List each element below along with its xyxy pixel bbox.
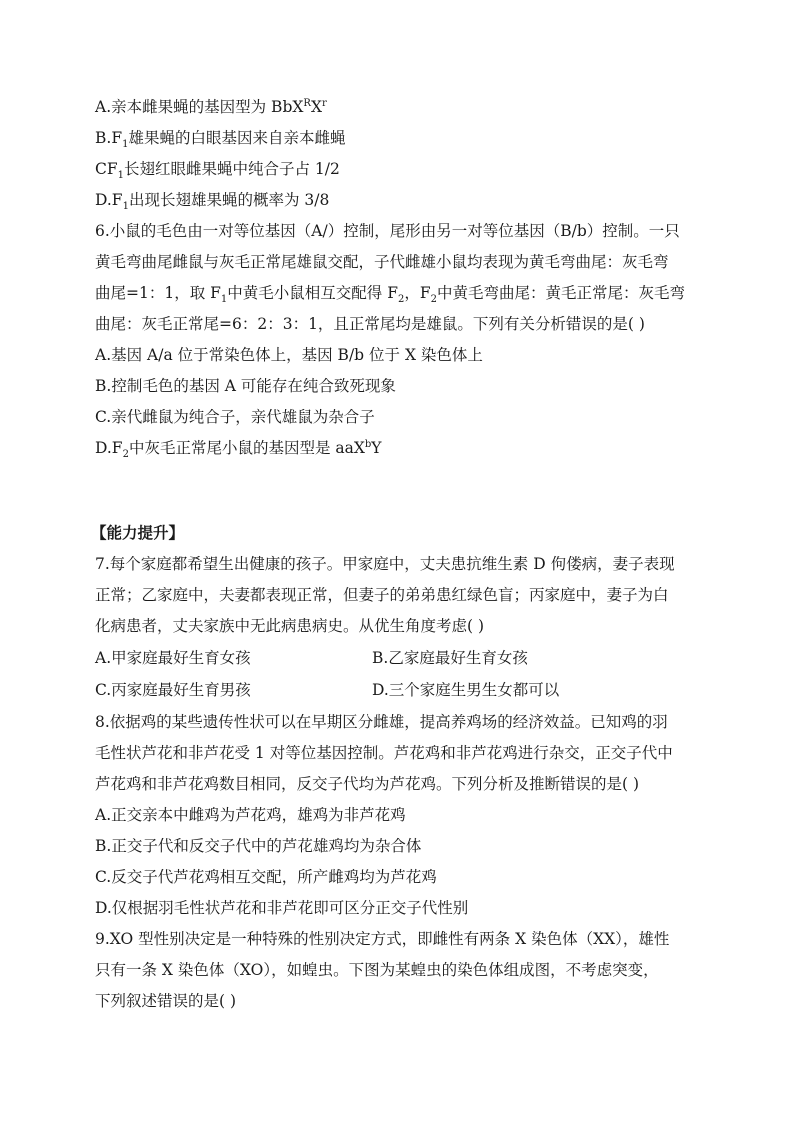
q9-stem-line-2: 只有一条 X 染色体（XO），如蝗虫。下图为某蝗虫的染色体组成图，不考虑突变，: [95, 961, 659, 979]
q5-option-d: $D.F_1$出现长翅雄果蝇的概率为 3/8: [95, 191, 330, 213]
q9-stem-line-3: 下列叙述错误的是( ): [95, 992, 237, 1010]
q8-option-c: C.反交子代芦花鸡相互交配，所产雌鸡均为芦花鸡: [95, 868, 437, 886]
q8-stem-line-3: 芦花鸡和非芦花鸡数目相同，反交子代均为芦花鸡。下列分析及推断错误的是( ): [95, 775, 640, 793]
q7-option-c: C.丙家庭最好生育男孩: [95, 681, 251, 699]
q8-option-b: B.正交子代和反交子代中的芦花雄鸡均为杂合体: [95, 837, 422, 855]
q6-option-b: B.控制毛色的基因 A 可能存在纯合致死现象: [95, 377, 396, 395]
section-heading: 【能力提升】: [91, 523, 185, 542]
q8-stem-line-2: 毛性状芦花和非芦花受 1 对等位基因控制。芦花鸡和非芦花鸡进行杂交，正交子代中: [95, 744, 673, 762]
q8-option-d: D.仅根据羽毛性状芦花和非芦花即可区分正交子代性别: [95, 899, 469, 917]
q7-stem-line-2: 正常；乙家庭中，夫妻都表现正常，但妻子的弟弟患红绿色盲；丙家庭中，妻子为白: [95, 586, 669, 604]
q6-stem-line-2: 黄毛弯曲尾雌鼠与灰毛正常尾雄鼠交配，子代雌雄小鼠均表现为黄毛弯曲尾：灰毛弯: [95, 253, 669, 271]
q7-option-d: D.三个家庭生男生女都可以: [372, 681, 560, 699]
q6-option-a: A.基因 A/a 位于常染色体上，基因 B/b 位于 X 染色体上: [95, 346, 483, 364]
q5-option-c: $CF_1$长翅红眼雌果蝇中纯合子占 1/2: [95, 160, 340, 182]
q5-option-a: A.亲本雌果蝇的基因型为 $BbX^RX^r$: [95, 97, 327, 116]
q7-option-a: A.甲家庭最好生育女孩: [95, 649, 251, 667]
q6-option-d: $D.F_2$中灰毛正常尾小鼠的基因型是 aaX$^b$Y: [95, 438, 382, 461]
q8-stem-line-1: 8.依据鸡的某些遗传性状可以在早期区分雌雄，提高养鸡场的经济效益。已知鸡的羽: [95, 713, 668, 731]
q9-stem-line-1: 9.XO 型性别决定是一种特殊的性别决定方式，即雌性有两条 X 染色体（XX），雄性: [95, 930, 670, 948]
q5-option-b: $B.F_1$雄果蝇的白眼基因来自亲本雌蝇: [95, 129, 346, 151]
q6-stem-line-1: 6.小鼠的毛色由一对等位基因（A/）控制，尾形由另一对等位基因（B/b）控制。一只: [95, 222, 680, 240]
q6-stem-line-3: 曲尾=1：1，取 $F_1$中黄毛小鼠相互交配得 $F_2$，$F_2$中黄毛弯曲尾：黄毛正常尾：灰毛弯: [95, 284, 685, 306]
q7-stem-line-1: 7.每个家庭都希望生出健康的孩子。甲家庭中，丈夫患抗维生素 D 佝偻病，妻子表现: [95, 555, 675, 573]
q6-stem-line-4: 曲尾：灰毛正常尾=6：2：3：1，且正常尾均是雄鼠。下列有关分析错误的是( ): [95, 315, 645, 333]
q7-option-b: B.乙家庭最好生育女孩: [372, 649, 528, 667]
q6-option-c: C.亲代雌鼠为纯合子，亲代雄鼠为杂合子: [95, 408, 375, 426]
q7-stem-line-3: 化病患者，丈夫家族中无此病患病史。从优生角度考虑( ): [95, 617, 485, 635]
q8-option-a: A.正交亲本中雌鸡为芦花鸡，雄鸡为非芦花鸡: [95, 806, 406, 824]
